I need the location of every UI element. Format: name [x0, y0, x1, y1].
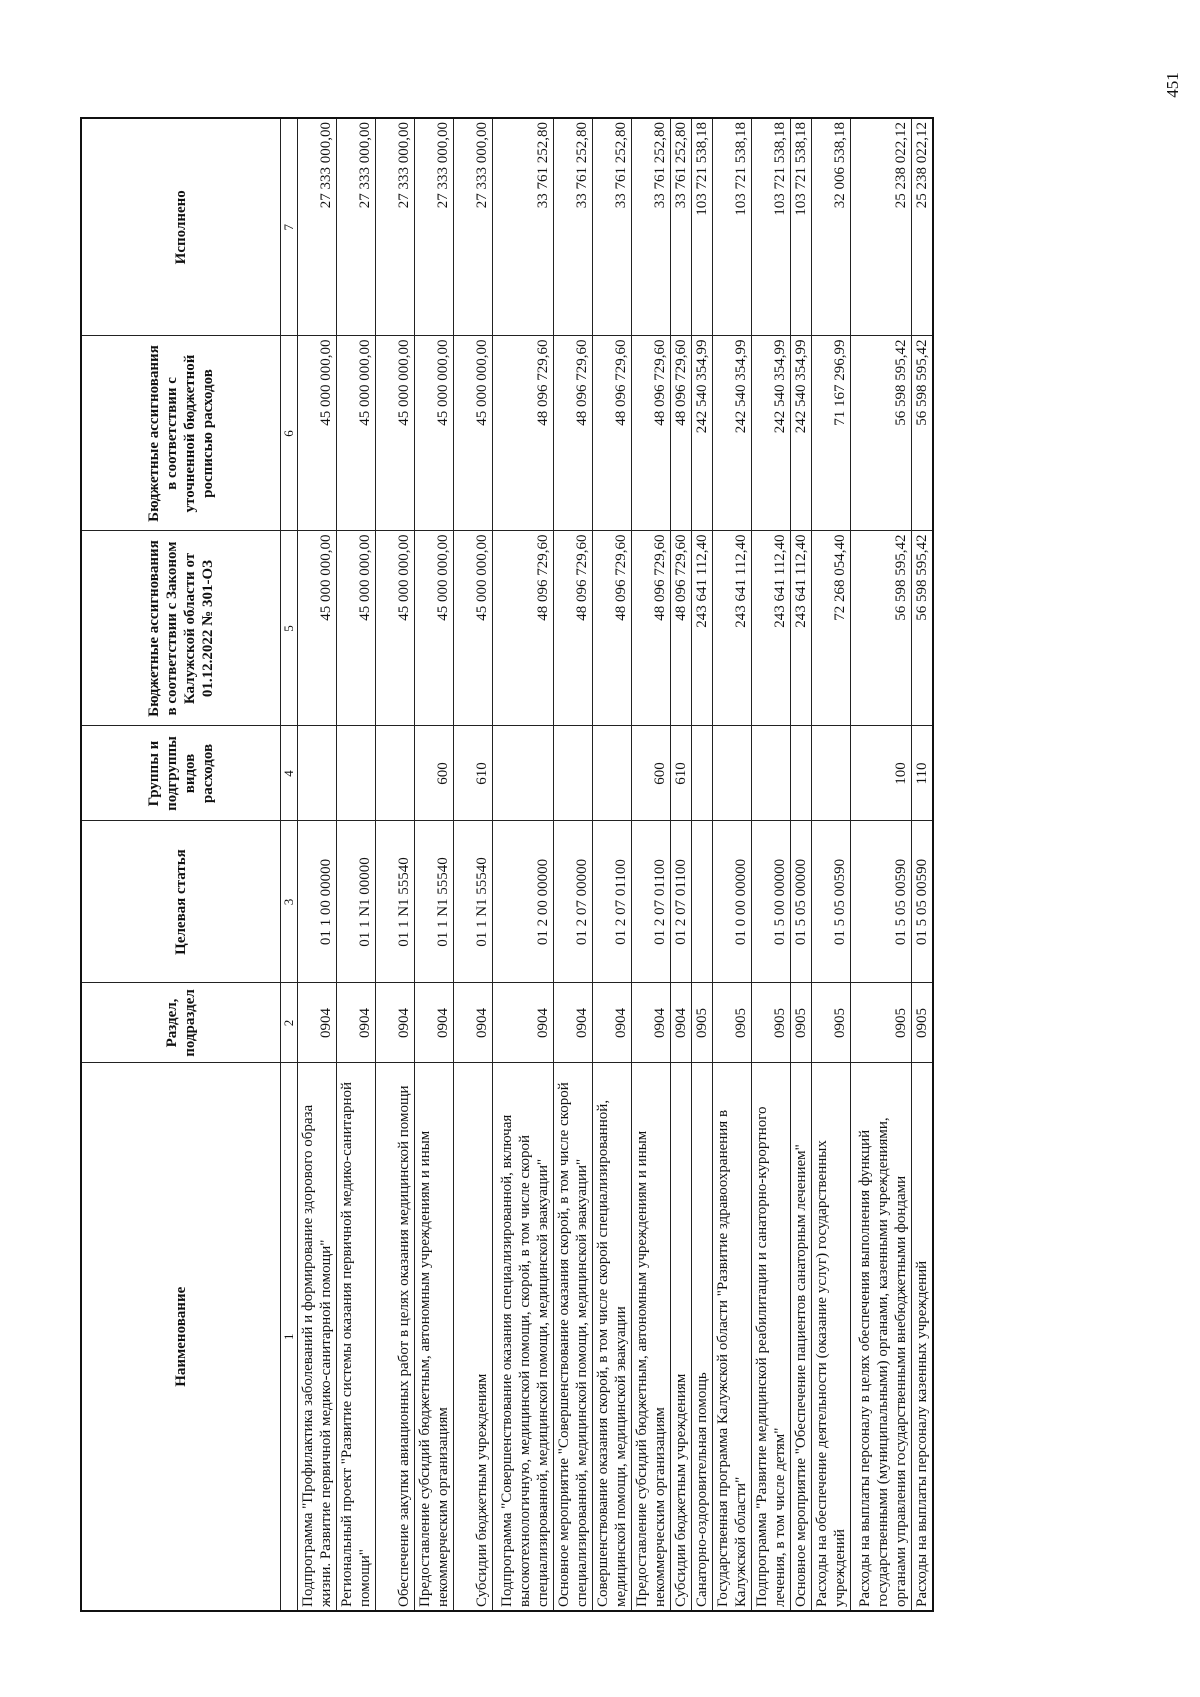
cell-statya: 01 0 00 00000: [713, 821, 752, 983]
table-row: [298, 118, 337, 1611]
cell-rospis: 45 000 000,00: [298, 336, 337, 531]
cell-name: Подпрограмма "Профилактика заболеваний и формирование здорового образа жизни. Развитие первичной медико-санитарной помощи": [298, 1063, 337, 1611]
cell-vid: 600: [415, 726, 454, 821]
cell-statya: 01 1 00 00000: [298, 821, 337, 983]
cell-razdel: 0904: [298, 983, 337, 1063]
cell-zakon: 243 641 112,40: [713, 531, 752, 726]
cell-vid: [812, 726, 851, 821]
cell-zakon: 243 641 112,40: [752, 531, 791, 726]
cell-zakon: 56 598 595,42: [851, 531, 912, 726]
cell-statya: 01 5 05 00590: [851, 821, 912, 983]
cell-ispolneno: 32 006 538,18: [812, 118, 851, 336]
cell-name: Субсидии бюджетным учреждениям: [454, 1063, 493, 1611]
cell-name: Обеспечение закупки авиационных работ в целях оказания медицинской помощи: [376, 1063, 415, 1611]
cell-zakon: 243 641 112,40: [791, 531, 812, 726]
cell-ispolneno: 25 238 022,12: [912, 118, 934, 336]
table-row: [415, 118, 454, 1611]
cell-ispolneno: 27 333 000,00: [376, 118, 415, 336]
cell-rospis: 45 000 000,00: [337, 336, 376, 531]
cell-rospis: 242 540 354,99: [713, 336, 752, 531]
cell-razdel: 0905: [912, 983, 934, 1063]
cell-rospis: 45 000 000,00: [376, 336, 415, 531]
cell-statya: 01 2 07 01100: [593, 821, 632, 983]
cell-ispolneno: 103 721 538,18: [692, 118, 713, 336]
cell-rospis: 242 540 354,99: [692, 336, 713, 531]
cell-zakon: 56 598 595,42: [912, 531, 934, 726]
cell-vid: [713, 726, 752, 821]
cell-statya: 01 2 07 01100: [671, 821, 692, 983]
cell-razdel: 0904: [493, 983, 554, 1063]
cell-ispolneno: 27 333 000,00: [454, 118, 493, 336]
cell-ispolneno: 103 721 538,18: [713, 118, 752, 336]
cell-vid: [298, 726, 337, 821]
table-body: [298, 118, 934, 1611]
header-razdel: Раздел, подраздел: [81, 983, 281, 1063]
cell-statya: 01 5 00 00000: [752, 821, 791, 983]
cell-rospis: 48 096 729,60: [632, 336, 671, 531]
cell-zakon: 45 000 000,00: [298, 531, 337, 726]
cell-rospis: 48 096 729,60: [593, 336, 632, 531]
cell-name: Государственная программа Калужской области "Развитие здравоохранения в Калужской области": [713, 1063, 752, 1611]
cell-razdel: 0905: [851, 983, 912, 1063]
cell-razdel: 0904: [671, 983, 692, 1063]
cell-statya: 01 1 N1 00000: [337, 821, 376, 983]
cell-rospis: 48 096 729,60: [554, 336, 593, 531]
table-row: [632, 118, 671, 1611]
cell-statya: 01 1 N1 55540: [376, 821, 415, 983]
cell-statya: 01 5 05 00000: [791, 821, 812, 983]
cell-name: Расходы на выплаты персоналу казенных учреждений: [912, 1063, 934, 1611]
cell-statya: 01 2 07 00000: [554, 821, 593, 983]
cell-rospis: 45 000 000,00: [454, 336, 493, 531]
cell-name: Подпрограмма "Развитие медицинской реабилитации и санаторно-курортного лечения, в том числе детям": [752, 1063, 791, 1611]
cell-razdel: 0905: [791, 983, 812, 1063]
cell-vid: [554, 726, 593, 821]
cell-rospis: 242 540 354,99: [752, 336, 791, 531]
cell-razdel: 0904: [554, 983, 593, 1063]
cell-ispolneno: 103 721 538,18: [752, 118, 791, 336]
cell-razdel: 0905: [713, 983, 752, 1063]
table-row: [454, 118, 493, 1611]
table-row: [376, 118, 415, 1611]
header-ispolneno: Исполнено: [81, 118, 281, 336]
cell-razdel: 0905: [752, 983, 791, 1063]
table-row: [593, 118, 632, 1611]
cell-zakon: 45 000 000,00: [337, 531, 376, 726]
cell-zakon: 48 096 729,60: [554, 531, 593, 726]
cell-rospis: 56 598 595,42: [851, 336, 912, 531]
cell-vid: [791, 726, 812, 821]
cell-razdel: 0904: [632, 983, 671, 1063]
table-row: [493, 118, 554, 1611]
cell-ispolneno: 33 761 252,80: [593, 118, 632, 336]
cell-ispolneno: 27 333 000,00: [337, 118, 376, 336]
cell-vid: 110: [912, 726, 934, 821]
cell-vid: 600: [632, 726, 671, 821]
cell-name: Предоставление субсидий бюджетным, автономным учреждениям и иным некоммерческим организациям: [415, 1063, 454, 1611]
cell-vid: [692, 726, 713, 821]
cell-vid: 100: [851, 726, 912, 821]
table-row: [337, 118, 376, 1611]
table-row: [912, 118, 934, 1611]
cell-zakon: 45 000 000,00: [415, 531, 454, 726]
header-statya: Целевая статья: [81, 821, 281, 983]
col-number: 2: [281, 983, 298, 1063]
rotated-page: [0, 87, 1200, 1697]
cell-vid: [493, 726, 554, 821]
cell-razdel: 0904: [376, 983, 415, 1063]
cell-name: Основное мероприятие "Совершенствование оказания скорой, в том числе скорой специализированной, медицинской помощи, медицинской эвакуации": [554, 1063, 593, 1611]
cell-ispolneno: 27 333 000,00: [298, 118, 337, 336]
cell-razdel: 0904: [337, 983, 376, 1063]
cell-ispolneno: 33 761 252,80: [554, 118, 593, 336]
cell-name: Расходы на выплаты персоналу в целях обеспечения выполнения функций государственными (муниципальными) органами, казенными учреждениями, органами управления государственными внебюджетными фондами: [851, 1063, 912, 1611]
cell-zakon: 45 000 000,00: [454, 531, 493, 726]
cell-name: Подпрограмма "Совершенствование оказания специализированной, включая высокотехнологичную, медицинской помощи, скорой, в том числе скорой специализированной, медицинской помощи, медицинской эвакуации": [493, 1063, 554, 1611]
cell-ispolneno: 33 761 252,80: [632, 118, 671, 336]
cell-statya: [692, 821, 713, 983]
budget-table: [80, 117, 934, 1612]
col-number: 3: [281, 821, 298, 983]
column-number-row: [281, 118, 298, 1611]
table-row: [851, 118, 912, 1611]
header-zakon: Бюджетные ассигнования в соответствии с Законом Калужской области от 01.12.2022 № 301-ОЗ: [81, 531, 281, 726]
cell-razdel: 0905: [812, 983, 851, 1063]
cell-ispolneno: 33 761 252,80: [671, 118, 692, 336]
col-number: 5: [281, 531, 298, 726]
cell-name: Расходы на обеспечение деятельности (оказание услуг) государственных учреждений: [812, 1063, 851, 1611]
cell-ispolneno: 103 721 538,18: [791, 118, 812, 336]
cell-razdel: 0904: [593, 983, 632, 1063]
cell-razdel: 0904: [454, 983, 493, 1063]
cell-statya: 01 2 07 01100: [632, 821, 671, 983]
cell-rospis: 48 096 729,60: [493, 336, 554, 531]
cell-razdel: 0905: [692, 983, 713, 1063]
table-row: [752, 118, 791, 1611]
table-row: [713, 118, 752, 1611]
cell-zakon: 48 096 729,60: [493, 531, 554, 726]
cell-vid: 610: [454, 726, 493, 821]
header-name: Наименование: [81, 1063, 281, 1611]
cell-name: Основное мероприятие "Обеспечение пациентов санаторным лечением": [791, 1063, 812, 1611]
table-row: [671, 118, 692, 1611]
header-row: [81, 118, 281, 1611]
cell-rospis: 56 598 595,42: [912, 336, 934, 531]
cell-statya: 01 1 N1 55540: [415, 821, 454, 983]
cell-rospis: 48 096 729,60: [671, 336, 692, 531]
cell-name: Субсидии бюджетным учреждениям: [671, 1063, 692, 1611]
cell-ispolneno: 27 333 000,00: [415, 118, 454, 336]
cell-rospis: 45 000 000,00: [415, 336, 454, 531]
cell-name: Совершенствование оказания скорой, в том числе скорой специализированной, медицинской помощи, медицинской эвакуации: [593, 1063, 632, 1611]
cell-vid: [593, 726, 632, 821]
cell-name: Санаторно-оздоровительная помощь: [692, 1063, 713, 1611]
cell-rospis: 71 167 296,99: [812, 336, 851, 531]
cell-statya: 01 1 N1 55540: [454, 821, 493, 983]
table-row: [554, 118, 593, 1611]
cell-statya: 01 5 05 00590: [912, 821, 934, 983]
cell-statya: 01 5 05 00590: [812, 821, 851, 983]
cell-name: Предоставление субсидий бюджетным, автономным учреждениям и иным некоммерческим организациям: [632, 1063, 671, 1611]
cell-zakon: 243 641 112,40: [692, 531, 713, 726]
header-rospis: Бюджетные ассигнования в соответствии с уточненной бюджетной росписью расходов: [81, 336, 281, 531]
cell-vid: [337, 726, 376, 821]
cell-vid: [376, 726, 415, 821]
cell-statya: 01 2 00 00000: [493, 821, 554, 983]
cell-zakon: 45 000 000,00: [376, 531, 415, 726]
col-number: 6: [281, 336, 298, 531]
cell-zakon: 48 096 729,60: [671, 531, 692, 726]
col-number: 1: [281, 1063, 298, 1611]
cell-rospis: 242 540 354,99: [791, 336, 812, 531]
cell-zakon: 72 268 054,40: [812, 531, 851, 726]
table-row: [791, 118, 812, 1611]
col-number: 4: [281, 726, 298, 821]
cell-ispolneno: 33 761 252,80: [493, 118, 554, 336]
cell-name: Региональный проект "Развитие системы оказания первичной медико-санитарной помощи": [337, 1063, 376, 1611]
table-row: [812, 118, 851, 1611]
cell-zakon: 48 096 729,60: [593, 531, 632, 726]
header-vid: Группы и подгруппы видов расходов: [81, 726, 281, 821]
table-row: [692, 118, 713, 1611]
cell-vid: 610: [671, 726, 692, 821]
cell-ispolneno: 25 238 022,12: [851, 118, 912, 336]
page-number: 451: [1163, 72, 1182, 98]
cell-razdel: 0904: [415, 983, 454, 1063]
cell-zakon: 48 096 729,60: [632, 531, 671, 726]
cell-vid: [752, 726, 791, 821]
col-number: 7: [281, 118, 298, 336]
